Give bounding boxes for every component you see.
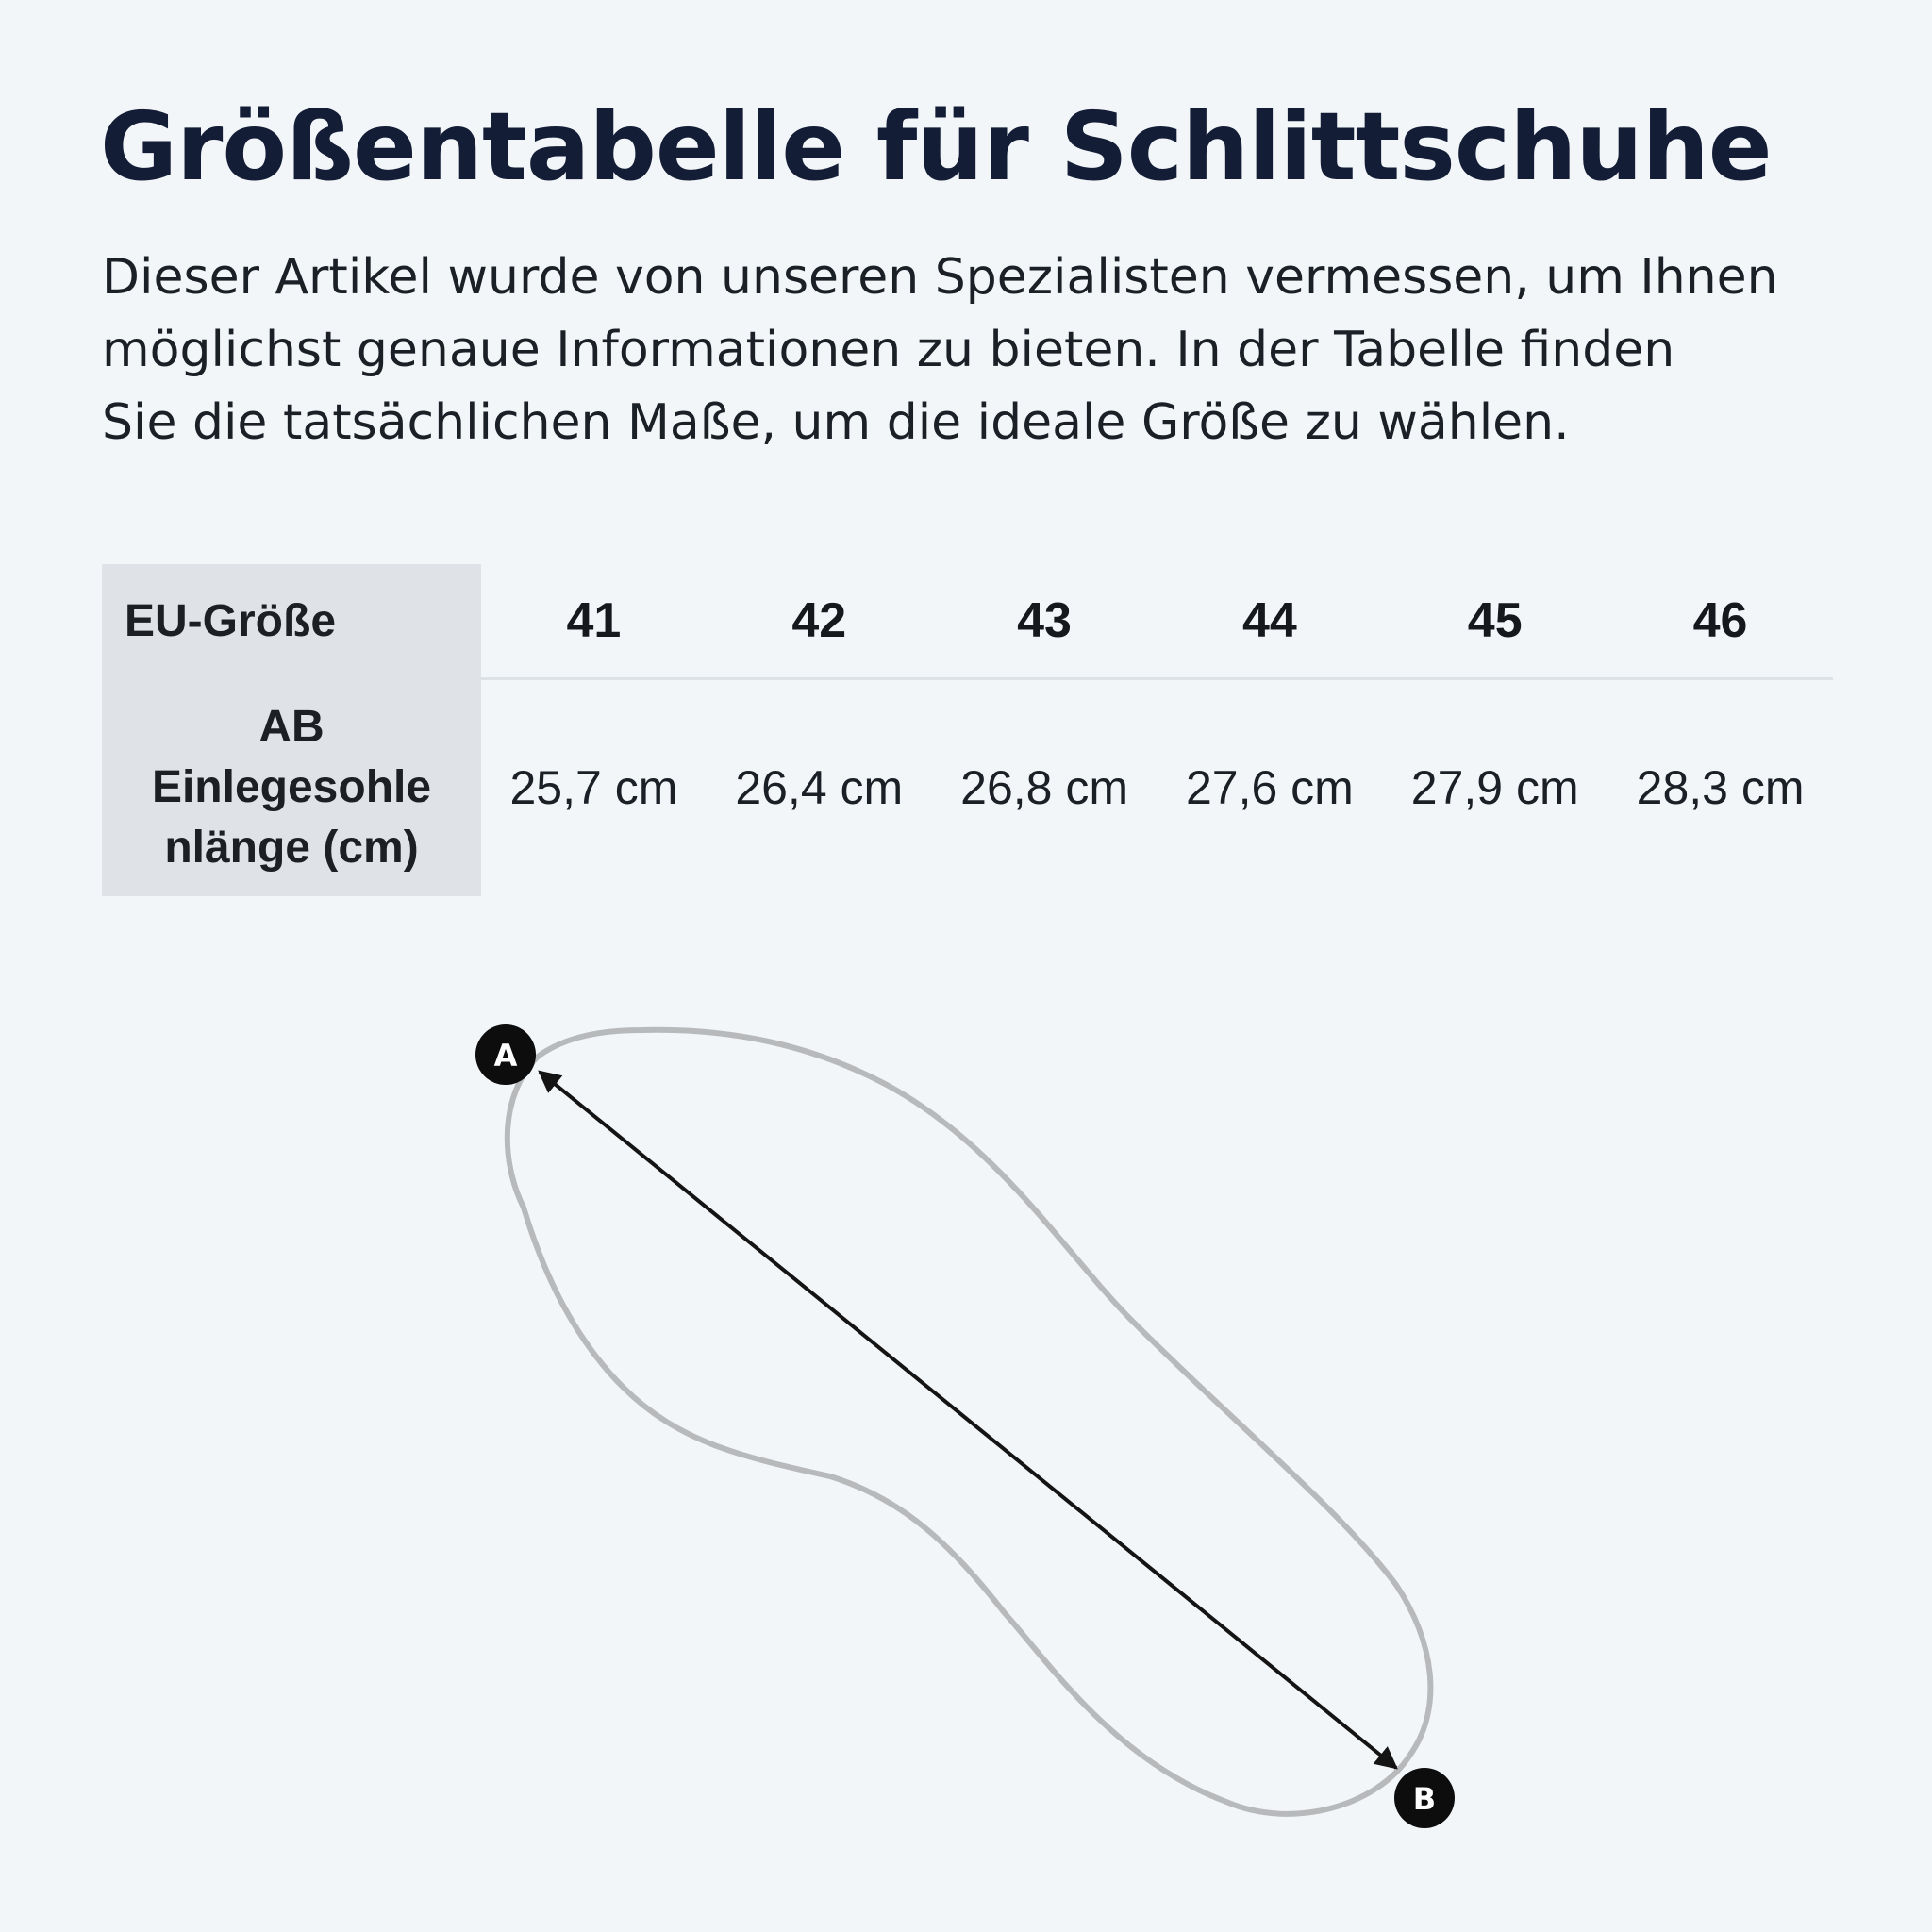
point-a-label: A [493, 1038, 518, 1074]
point-a-badge [475, 1024, 536, 1085]
size-cell: 41 [481, 564, 707, 679]
size-cell: 46 [1607, 564, 1833, 679]
length-cell: 28,3 cm [1636, 761, 1805, 815]
size-cell: 43 [932, 564, 1158, 679]
length-header-line: Einlegesohle [151, 761, 432, 812]
length-cell: 26,8 cm [960, 761, 1128, 815]
length-cell: 26,4 cm [735, 761, 904, 815]
length-cell: 25,7 cm [509, 761, 678, 815]
size-cell: 45 [1382, 564, 1607, 679]
intro-line: möglichst genaue Informationen zu bieten. In der Tabelle finden [102, 322, 1675, 378]
length-header-line: nlänge (cm) [164, 822, 419, 873]
size-header: EU-Größe [102, 564, 481, 679]
point-b-label: B [1412, 1781, 1437, 1817]
page-title: Größentabelle für Schlittschuhe [100, 92, 1772, 202]
size-cell: 44 [1157, 564, 1382, 679]
length-header-line: AB [258, 701, 325, 752]
intro-line: Sie die tatsächlichen Maße, um die ideale Größe zu wählen. [102, 394, 1570, 451]
point-b-badge [1394, 1768, 1455, 1828]
length-cell: 27,6 cm [1185, 761, 1354, 815]
size-cell: 42 [707, 564, 932, 679]
length-cell: 27,9 cm [1410, 761, 1579, 815]
intro-line: Dieser Artikel wurde von unseren Spezialisten vermessen, um Ihnen [102, 249, 1778, 306]
